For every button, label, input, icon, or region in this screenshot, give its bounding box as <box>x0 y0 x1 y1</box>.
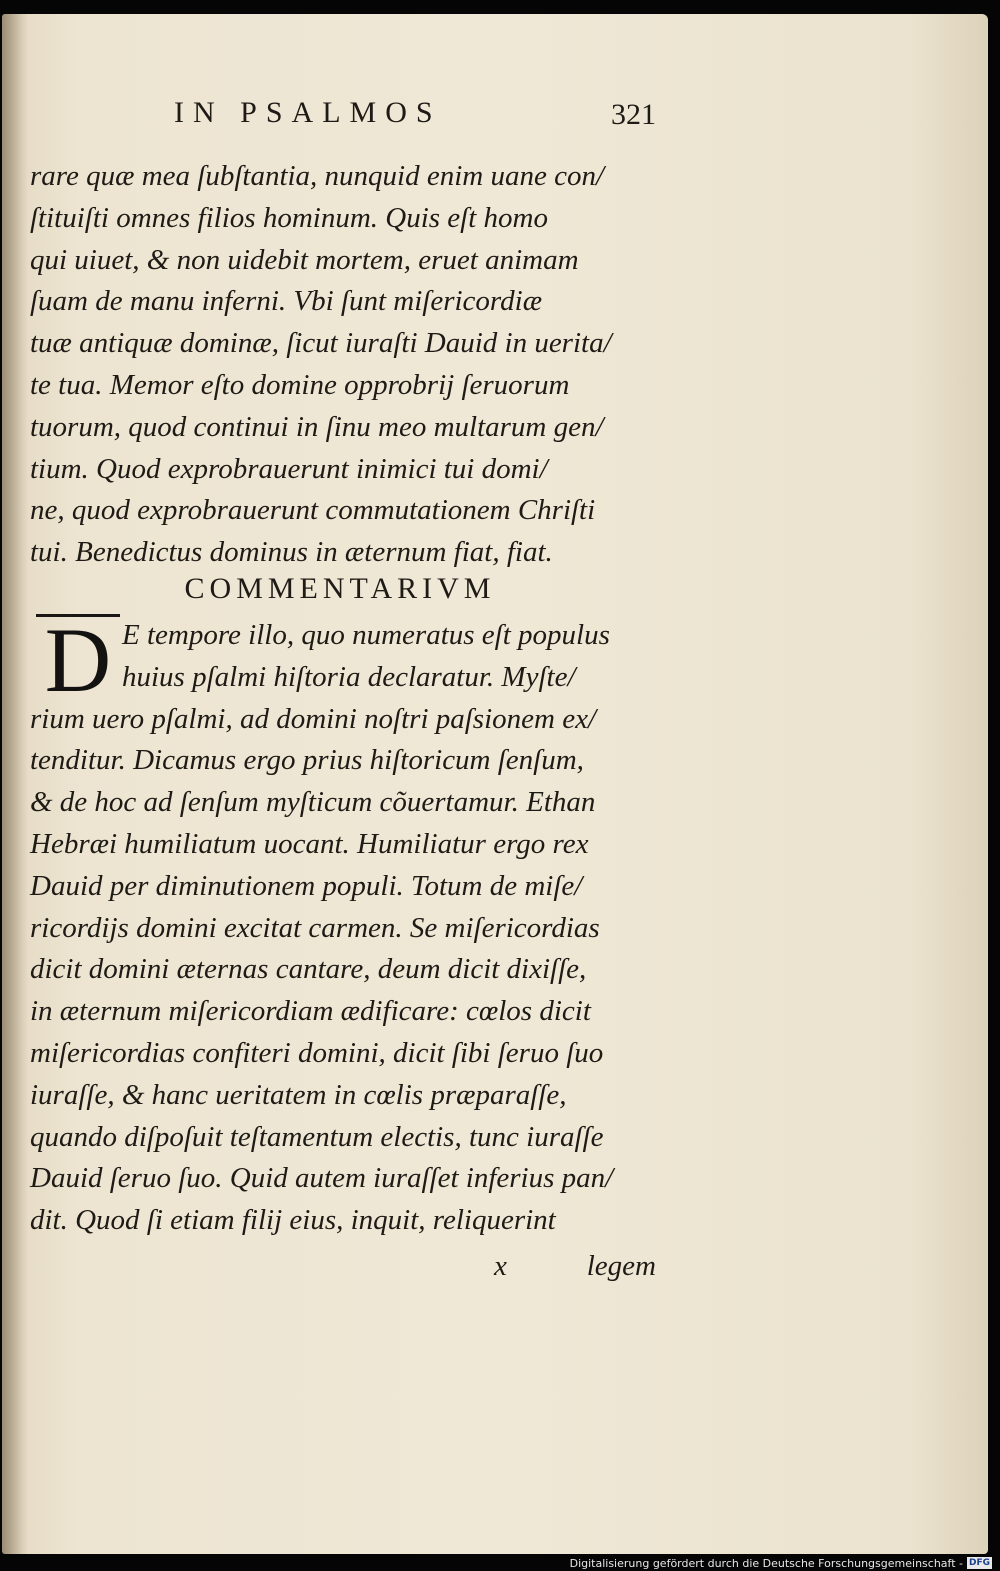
psalm-text-block <box>30 156 656 574</box>
text-line: qui uiuet, & non uidebit mortem, eruet animam <box>30 243 579 276</box>
text-line: huius pſalmi hiſtoria declaratur. Myſte/ <box>122 660 576 693</box>
text-line: ſuam de manu inferni. Vbi ſunt miſericordiæ <box>30 285 543 318</box>
page-header <box>174 96 656 140</box>
text-line: iuraſſe, & hanc ueritatem in cœlis præparaſſe, <box>30 1078 567 1111</box>
text-line: rare quæ mea ſubſtantia, nunquid enim uane con/ <box>30 160 605 192</box>
text-line: in æternum miſericordiam ædificare: cœlos dicit <box>30 995 591 1028</box>
page-foot <box>30 1250 656 1290</box>
text-line: tuorum, quod continui in ſinu meo multarum gen/ <box>30 410 604 443</box>
text-line: ne, quod exprobrauerunt commutationem Chriſti <box>30 494 596 527</box>
drop-cap-initial: D <box>36 614 120 703</box>
text-line: ricordijs domini excitat carmen. Se miſericordias <box>30 911 600 944</box>
text-line: Hebræi humiliatum uocant. Humiliatur ergo rex <box>30 827 589 860</box>
dfg-logo: DFG <box>968 1558 990 1568</box>
text-line: dit. Quod ſi etiam filij eius, inquit, reliquerint <box>30 1204 556 1237</box>
text-line: quando diſpoſuit teſtamentum electis, tunc iuraſſe <box>30 1120 604 1153</box>
text-line: tenditur. Dicamus ergo prius hiſtoricum ſenſum, <box>30 744 584 777</box>
running-head: IN PSALMOS <box>174 96 442 129</box>
commentary-text-block <box>30 614 656 1241</box>
text-line: E tempore illo, quo numeratus eſt populus <box>122 619 610 651</box>
text-line: Dauid per diminutionem populi. Totum de miſe/ <box>30 869 583 902</box>
text-line: miſericordias confiteri domini, dicit ſibi ſeruo ſuo <box>30 1036 604 1069</box>
catchword: legem <box>586 1250 656 1282</box>
digitization-credit <box>570 1555 992 1571</box>
folio-number: 321 <box>611 98 656 131</box>
text-line: tui. Benedictus dominus in æternum fiat, fiat. <box>30 536 553 569</box>
text-line: dicit domini æternas cantare, deum dicit dixiſſe, <box>30 953 587 986</box>
text-line: tuæ antiquæ dominæ, ſicut iuraſti Dauid in uerita/ <box>30 327 612 360</box>
text-line: rium uero pſalmi, ad domini noſtri paſsionem ex/ <box>30 702 597 735</box>
text-line: ſtituiſti omnes filios hominum. Quis eſt homo <box>30 201 548 234</box>
credit-text: Digitalisierung gefördert durch die Deutsche Forschungsgemeinschaft - <box>569 1556 963 1570</box>
signature-mark: x <box>494 1250 507 1282</box>
text-line: tium. Quod exprobrauerunt inimici tui domi/ <box>30 452 548 485</box>
text-line: te tua. Memor eſto domine opprobrij ſeruorum <box>30 368 570 401</box>
text-line: Dauid ſeruo ſuo. Quid autem iuraſſet inferius pan/ <box>30 1162 614 1195</box>
section-heading: COMMENTARIVM <box>184 572 496 605</box>
text-line: & de hoc ad ſenſum myſticum cõuertamur. Ethan <box>30 786 596 819</box>
spine-shadow <box>2 14 28 1554</box>
